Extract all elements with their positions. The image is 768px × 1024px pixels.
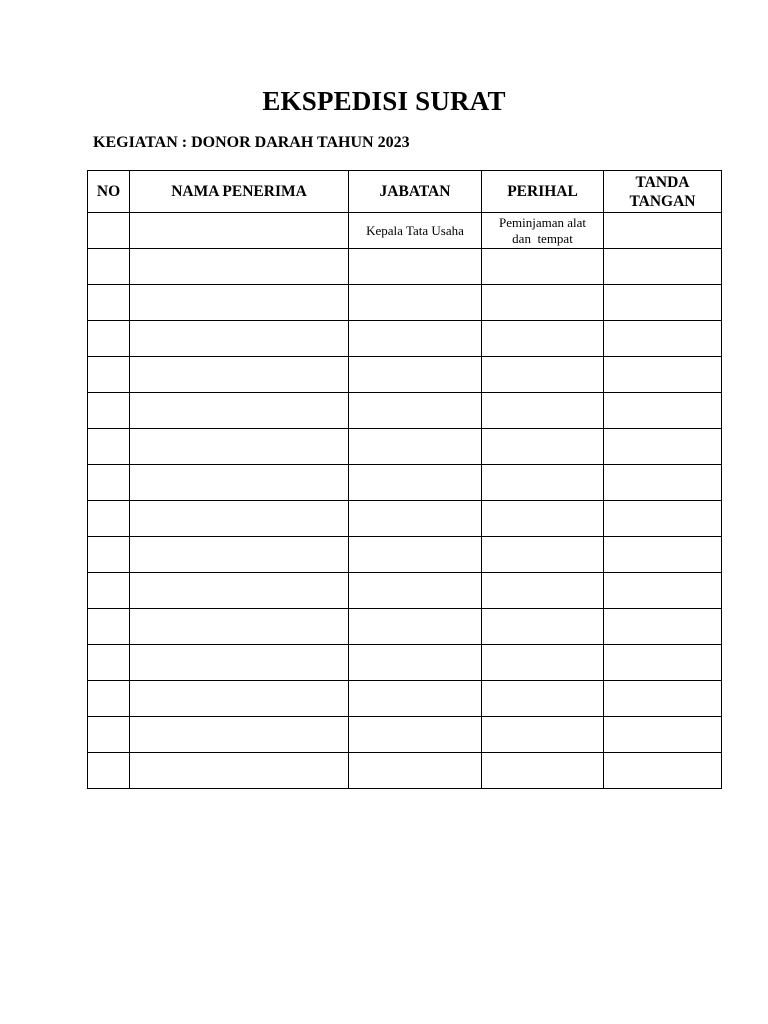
- cell-tanda-tangan: [604, 681, 722, 717]
- cell-perihal-line2: dan tempat: [512, 230, 573, 246]
- cell-tanda-tangan: [604, 645, 722, 681]
- cell-perihal-line1: Peminjaman alat: [498, 214, 586, 230]
- cell-perihal: [482, 753, 604, 789]
- cell-nama-penerima: [130, 537, 349, 573]
- table-row: [88, 645, 722, 681]
- cell-jabatan: [349, 249, 482, 285]
- header-row: [88, 171, 722, 213]
- cell-jabatan: [349, 573, 482, 609]
- cell-perihal: [482, 573, 604, 609]
- cell-jabatan: [349, 609, 482, 645]
- cell-perihal: [482, 321, 604, 357]
- cell-perihal: [482, 465, 604, 501]
- cell-tanda-tangan: [604, 249, 722, 285]
- table-row: [88, 753, 722, 789]
- cell-nama-penerima: [130, 609, 349, 645]
- cell-jabatan: [349, 285, 482, 321]
- cell-nama-penerima: [130, 357, 349, 393]
- table-row: [88, 285, 722, 321]
- header-jabatan: JABATAN: [349, 171, 482, 213]
- table-row: [88, 357, 722, 393]
- cell-nama-penerima: [130, 213, 349, 249]
- activity-line: KEGIATAN : DONOR DARAH TAHUN 2023: [93, 134, 410, 151]
- cell-perihal: [482, 393, 604, 429]
- header-tanda-tangan-line2: TANGAN: [629, 192, 696, 210]
- cell-tanda-tangan: [604, 321, 722, 357]
- cell-tanda-tangan: [604, 501, 722, 537]
- cell-perihal: [482, 249, 604, 285]
- cell-tanda-tangan: [604, 213, 722, 249]
- table-row: [88, 573, 722, 609]
- cell-nama-penerima: [130, 681, 349, 717]
- table-row: [88, 717, 722, 753]
- cell-nama-penerima: [130, 321, 349, 357]
- cell-jabatan: [349, 465, 482, 501]
- header-tanda-tangan: [604, 171, 722, 213]
- header-perihal: PERIHAL: [482, 171, 604, 213]
- cell-jabatan: [349, 753, 482, 789]
- table-header: [88, 171, 722, 213]
- cell-nama-penerima: [130, 249, 349, 285]
- cell-nama-penerima: [130, 501, 349, 537]
- table-row: [88, 501, 722, 537]
- header-tanda-tangan-line1: TANDA: [635, 173, 690, 191]
- cell-nama-penerima: [130, 645, 349, 681]
- cell-jabatan: [349, 429, 482, 465]
- cell-no: [88, 213, 130, 249]
- cell-perihal: [482, 285, 604, 321]
- cell-jabatan: [349, 357, 482, 393]
- cell-nama-penerima: [130, 429, 349, 465]
- cell-no: [88, 645, 130, 681]
- cell-nama-penerima: [130, 285, 349, 321]
- cell-tanda-tangan: [604, 753, 722, 789]
- cell-no: [88, 465, 130, 501]
- cell-no: [88, 393, 130, 429]
- table-row: [88, 249, 722, 285]
- cell-no: [88, 285, 130, 321]
- cell-no: [88, 537, 130, 573]
- cell-jabatan: Kepala Tata Usaha: [349, 213, 482, 249]
- cell-tanda-tangan: [604, 357, 722, 393]
- cell-perihal: [482, 213, 604, 249]
- cell-jabatan: [349, 501, 482, 537]
- cell-perihal: [482, 357, 604, 393]
- header-nama-penerima: NAMA PENERIMA: [130, 171, 349, 213]
- cell-jabatan: [349, 645, 482, 681]
- cell-tanda-tangan: [604, 393, 722, 429]
- table-row: [88, 321, 722, 357]
- cell-perihal: [482, 429, 604, 465]
- cell-nama-penerima: [130, 717, 349, 753]
- cell-no: [88, 717, 130, 753]
- cell-jabatan: [349, 717, 482, 753]
- cell-perihal: [482, 609, 604, 645]
- cell-no: [88, 321, 130, 357]
- table-row: [88, 537, 722, 573]
- cell-nama-penerima: [130, 573, 349, 609]
- header-no: NO: [88, 171, 130, 213]
- cell-no: [88, 357, 130, 393]
- table-row: [88, 465, 722, 501]
- cell-perihal: [482, 501, 604, 537]
- cell-jabatan: [349, 393, 482, 429]
- table-body: [88, 213, 722, 789]
- table-row: [88, 609, 722, 645]
- cell-perihal: [482, 681, 604, 717]
- cell-jabatan: [349, 681, 482, 717]
- document-title: EKSPEDISI SURAT: [262, 86, 506, 116]
- cell-jabatan: [349, 321, 482, 357]
- cell-tanda-tangan: [604, 609, 722, 645]
- cell-no: [88, 609, 130, 645]
- cell-nama-penerima: [130, 465, 349, 501]
- cell-no: [88, 429, 130, 465]
- cell-tanda-tangan: [604, 537, 722, 573]
- cell-perihal: [482, 717, 604, 753]
- table-row: [88, 429, 722, 465]
- cell-jabatan: [349, 537, 482, 573]
- cell-no: [88, 501, 130, 537]
- cell-nama-penerima: [130, 393, 349, 429]
- cell-tanda-tangan: [604, 573, 722, 609]
- cell-tanda-tangan: [604, 465, 722, 501]
- cell-no: [88, 753, 130, 789]
- cell-tanda-tangan: [604, 285, 722, 321]
- cell-perihal: [482, 537, 604, 573]
- table-row: [88, 213, 722, 249]
- table-row: [88, 681, 722, 717]
- cell-no: [88, 681, 130, 717]
- table-row: [88, 393, 722, 429]
- cell-perihal: [482, 645, 604, 681]
- cell-nama-penerima: [130, 753, 349, 789]
- cell-no: [88, 573, 130, 609]
- cell-tanda-tangan: [604, 717, 722, 753]
- cell-tanda-tangan: [604, 429, 722, 465]
- expedition-table: [87, 170, 722, 789]
- cell-no: [88, 249, 130, 285]
